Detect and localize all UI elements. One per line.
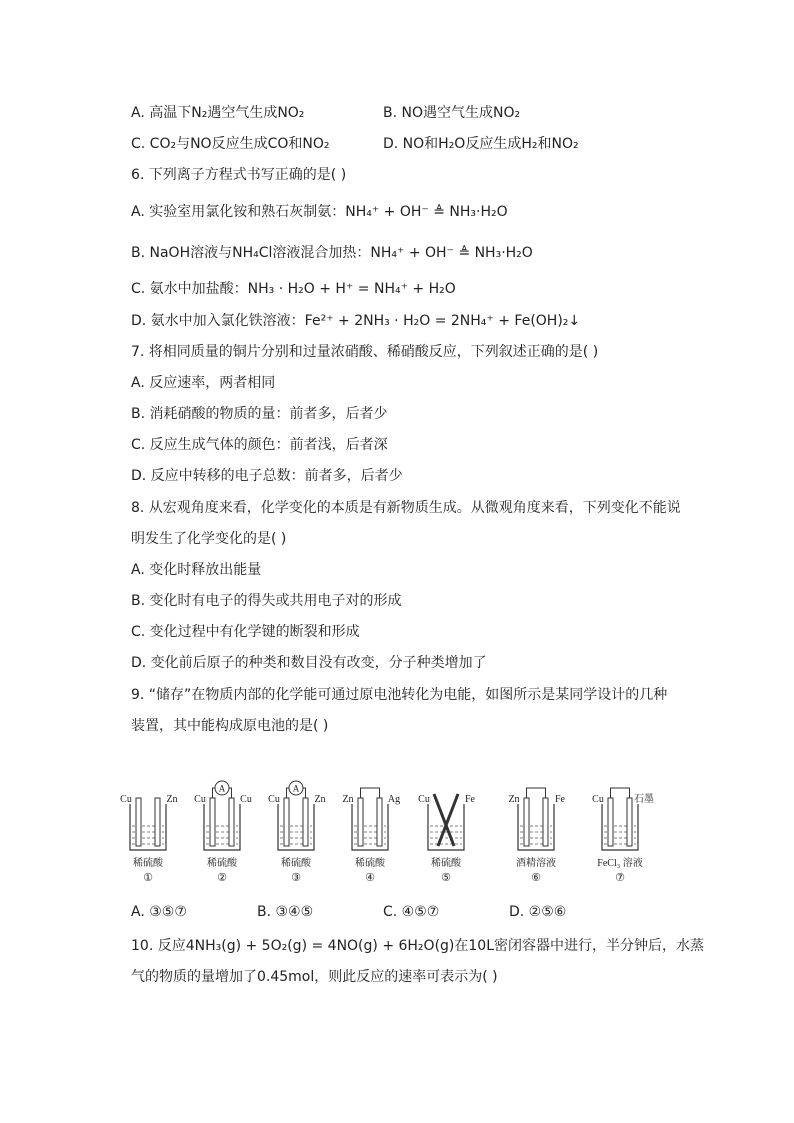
solution-label: 稀硫酸 (431, 858, 461, 869)
q7-option-d: D. 反应中转移的电子总数：前者多，后者少 (131, 468, 403, 484)
beaker (130, 804, 166, 850)
q9-option-a: A. ③⑤⑦ (131, 904, 187, 920)
q7-option-b: B. 消耗硝酸的物质的量：前者多，后者少 (131, 406, 388, 422)
electrode-label-left: Cu (418, 794, 430, 805)
beaker (204, 804, 240, 850)
electrode-right (627, 798, 632, 846)
q9-stem-line1: 9. “储存”在物质内部的化学能可通过原电池转化为电能，如图所示是某同学设计的几种 (131, 687, 668, 703)
wire (361, 788, 380, 798)
device-number: ⑥ (531, 872, 541, 884)
q9-stem-line2: 装置，其中能构成原电池的是( ) (131, 718, 329, 734)
wire (527, 788, 546, 798)
q6-option-a: A. 实验室用氯化铵和熟石灰制氨：NH₄⁺ + OH⁻ ≜ NH₃·H₂O (131, 204, 508, 220)
cell-device-6 (508, 788, 565, 884)
electrode-label-right: Zn (314, 794, 326, 805)
q8-option-a: A. 变化时释放出能量 (131, 562, 262, 578)
electrode-right (377, 798, 382, 846)
q5-option-a: A. 高温下N₂遇空气生成NO₂ (131, 105, 305, 121)
q7-stem: 7. 将相同质量的铜片分别和过量浓硝酸、稀硝酸反应，下列叙述正确的是( ) (131, 344, 599, 360)
beaker (602, 804, 638, 850)
ammeter-label: A (218, 783, 226, 794)
beaker (352, 804, 388, 850)
cell-device-3 (268, 781, 325, 884)
solution-label: 稀硫酸 (207, 858, 237, 869)
electrode-left (136, 798, 141, 846)
electrode-label-left: Cu (592, 794, 604, 805)
electrode-label-left: Cu (194, 794, 206, 805)
ammeter-label: A (292, 783, 300, 794)
q5-option-d: D. NO和H₂O反应生成H₂和NO₂ (383, 136, 579, 152)
device-number: ② (217, 872, 227, 884)
electrode-label-right: Fe (555, 794, 565, 805)
q10-stem-line2: 气的物质的量增加了0.45mol，则此反应的速率可表示为( ) (131, 969, 498, 985)
electrode-right (303, 798, 308, 846)
beaker (278, 804, 314, 850)
solution-label: FeCl₃ 溶液 (597, 858, 643, 869)
galvanic-cell-figure (120, 780, 688, 890)
cell-device-4 (342, 788, 400, 884)
device-number: ③ (291, 872, 301, 884)
q6-stem: 6. 下列离子方程式书写正确的是( ) (131, 167, 347, 183)
electrode-left (284, 798, 289, 846)
electrode-right (155, 798, 160, 846)
electrode-label-left: Zn (342, 794, 354, 805)
electrode-right (229, 798, 234, 846)
electrode-label-left: Cu (268, 794, 280, 805)
q7-option-c: C. 反应生成气体的颜色：前者浅，后者深 (131, 437, 388, 453)
cell-device-5 (418, 794, 475, 884)
q9-option-d: D. ②⑤⑥ (509, 904, 567, 920)
electrode-label-right: Cu (240, 794, 252, 805)
solution-label: 稀硫酸 (355, 858, 385, 869)
q8-option-b: B. 变化时有电子的得失或共用电子对的形成 (131, 593, 402, 609)
q10-stem-line1: 10. 反应4NH₃(g) + 5O₂(g) = 4NO(g) + 6H₂O(g)在10L密闭容器中进行，半分钟后，水蒸 (131, 938, 704, 954)
q8-option-c: C. 变化过程中有化学键的断裂和形成 (131, 624, 360, 640)
electrode-label-left: Zn (508, 794, 520, 805)
q6-option-b: B. NaOH溶液与NH₄Cl溶液混合加热：NH₄⁺ + OH⁻ ≜ NH₃·H₂O (131, 245, 533, 261)
electrode-label-right: 石墨 (634, 794, 654, 805)
q9-option-c: C. ④⑤⑦ (383, 904, 440, 920)
wire (611, 788, 630, 798)
electrode-left (608, 798, 613, 846)
q8-stem-line1: 8. 从宏观角度来看，化学变化的本质是有新物质生成。从微观角度来看，下列变化不能说 (131, 500, 681, 516)
electrode-right (543, 798, 548, 846)
device-number: ⑤ (441, 872, 451, 884)
q8-stem-line2: 明发生了化学变化的是( ) (131, 531, 287, 547)
electrode-left (524, 798, 529, 846)
cell-device-7 (592, 788, 654, 884)
beaker (518, 804, 554, 850)
device-number: ① (143, 872, 153, 884)
solution-label: 酒精溶液 (516, 858, 556, 869)
electrode-label-right: Fe (465, 794, 475, 805)
cell-device-1 (120, 794, 177, 884)
q6-option-c: C. 氨水中加盐酸：NH₃ · H₂O + H⁺ = NH₄⁺ + H₂O (131, 281, 456, 297)
device-number: ⑦ (615, 872, 625, 884)
solution-label: 稀硫酸 (281, 858, 311, 869)
electrode-label-right: Ag (387, 794, 401, 805)
solution-label: 稀硫酸 (133, 858, 163, 869)
q6-option-d: D. 氨水中加入氯化铁溶液：Fe²⁺ + 2NH₃ · H₂O = 2NH₄⁺ + Fe(OH)₂↓ (131, 313, 581, 329)
q7-option-a: A. 反应速率，两者相同 (131, 375, 276, 391)
q9-option-b: B. ③④⑤ (257, 904, 314, 920)
electrode-label-right: Zn (166, 794, 178, 805)
q5-option-b: B. NO遇空气生成NO₂ (383, 105, 521, 121)
electrode-left (210, 798, 215, 846)
cell-device-2 (194, 781, 252, 884)
q5-option-c: C. CO₂与NO反应生成CO和NO₂ (131, 136, 330, 152)
device-number: ④ (365, 872, 375, 884)
electrode-left (358, 798, 363, 846)
electrode-label-left: Cu (120, 794, 132, 805)
q8-option-d: D. 变化前后原子的种类和数目没有改变，分子种类增加了 (131, 655, 487, 671)
